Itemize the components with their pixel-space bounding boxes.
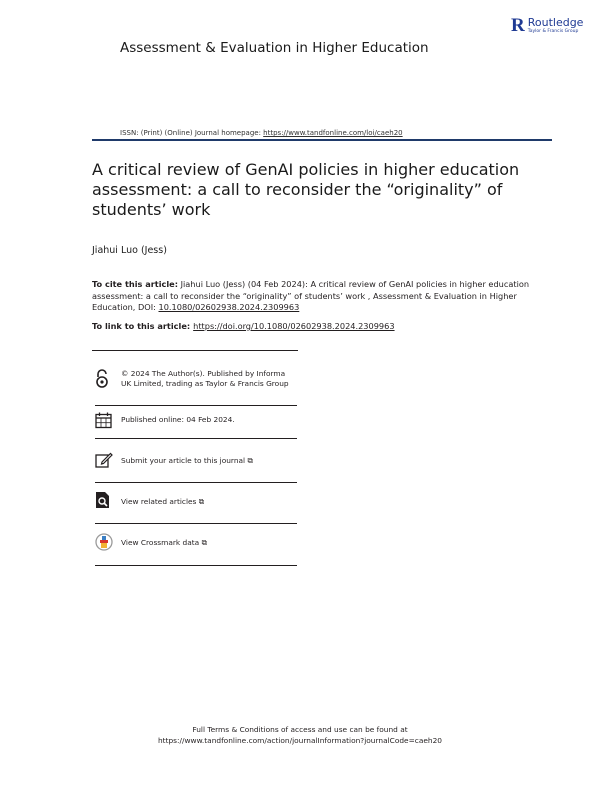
external-link-icon: ⧉ (198, 497, 205, 506)
publisher-name: Routledge (527, 16, 584, 29)
crossmark-icon (95, 533, 121, 555)
related-articles-link[interactable] (95, 491, 300, 513)
published-date: Published online: 04 Feb 2024. (121, 415, 235, 424)
issn-label: ISSN: (Print) (Online) Journal homepage: (120, 129, 264, 137)
author-name: Jiahui Luo (Jess) (92, 245, 167, 256)
citation-label: To cite this article: (92, 279, 178, 289)
citation-doi-link[interactable]: 10.1080/02602938.2024.2309963 (158, 302, 300, 312)
publisher-logo (511, 17, 591, 41)
link-label: To link to this article: (92, 321, 191, 331)
external-link-icon: ⧉ (247, 456, 253, 465)
footer-terms: Full Terms & Conditions of access and use can be found at (192, 725, 408, 734)
license-text: © 2024 The Author(s). Published by Informa UK Limited, trading as Taylor & Francis Group (121, 369, 289, 388)
crossmark-label: View Crossmark data (121, 538, 200, 547)
citation-text: Jiahui Luo (Jess) (04 Feb 2024): A critical review of GenAI policies in higher education assessment: a call to reconsider the “originality” of students’ work , Assessment & Evaluation in Higher Education, DOI: (92, 279, 530, 312)
link-block (92, 321, 532, 333)
publisher-tagline: Taylor & Francis Group (527, 29, 579, 34)
calendar-icon (95, 412, 121, 433)
published-item (95, 412, 300, 433)
article-title: A critical review of GenAI policies in higher education assessment: a call to reconsider the “originality” of students’ work (92, 160, 520, 219)
info-separator (95, 523, 297, 524)
related-articles-icon (95, 491, 121, 513)
section-rule (92, 350, 298, 351)
journal-title: Assessment & Evaluation in Higher Education (120, 40, 429, 56)
info-separator (95, 482, 297, 483)
header-rule (92, 139, 552, 141)
routledge-r-icon: R (511, 15, 525, 36)
submit-article-link[interactable] (95, 452, 300, 473)
footer-terms-link[interactable]: https://www.tandfonline.com/action/journalInformation?journalCode=caeh20 (157, 735, 443, 745)
crossmark-link[interactable] (95, 533, 300, 555)
external-link-icon: ⧉ (201, 538, 207, 547)
edit-icon (95, 452, 121, 473)
info-separator (95, 565, 297, 566)
footer (100, 725, 500, 746)
info-separator (95, 405, 297, 406)
citation-block (92, 279, 532, 314)
license-item (95, 369, 300, 393)
journal-homepage-link[interactable]: https://www.tandfonline.com/loi/caeh20 (263, 129, 403, 137)
submit-label: Submit your article to this journal (121, 456, 246, 465)
open-access-icon (95, 369, 121, 393)
issn-line (120, 128, 500, 138)
info-separator (95, 438, 297, 439)
related-label: View related articles (121, 497, 197, 506)
article-doi-link[interactable]: https://doi.org/10.1080/02602938.2024.2309963 (193, 321, 395, 331)
